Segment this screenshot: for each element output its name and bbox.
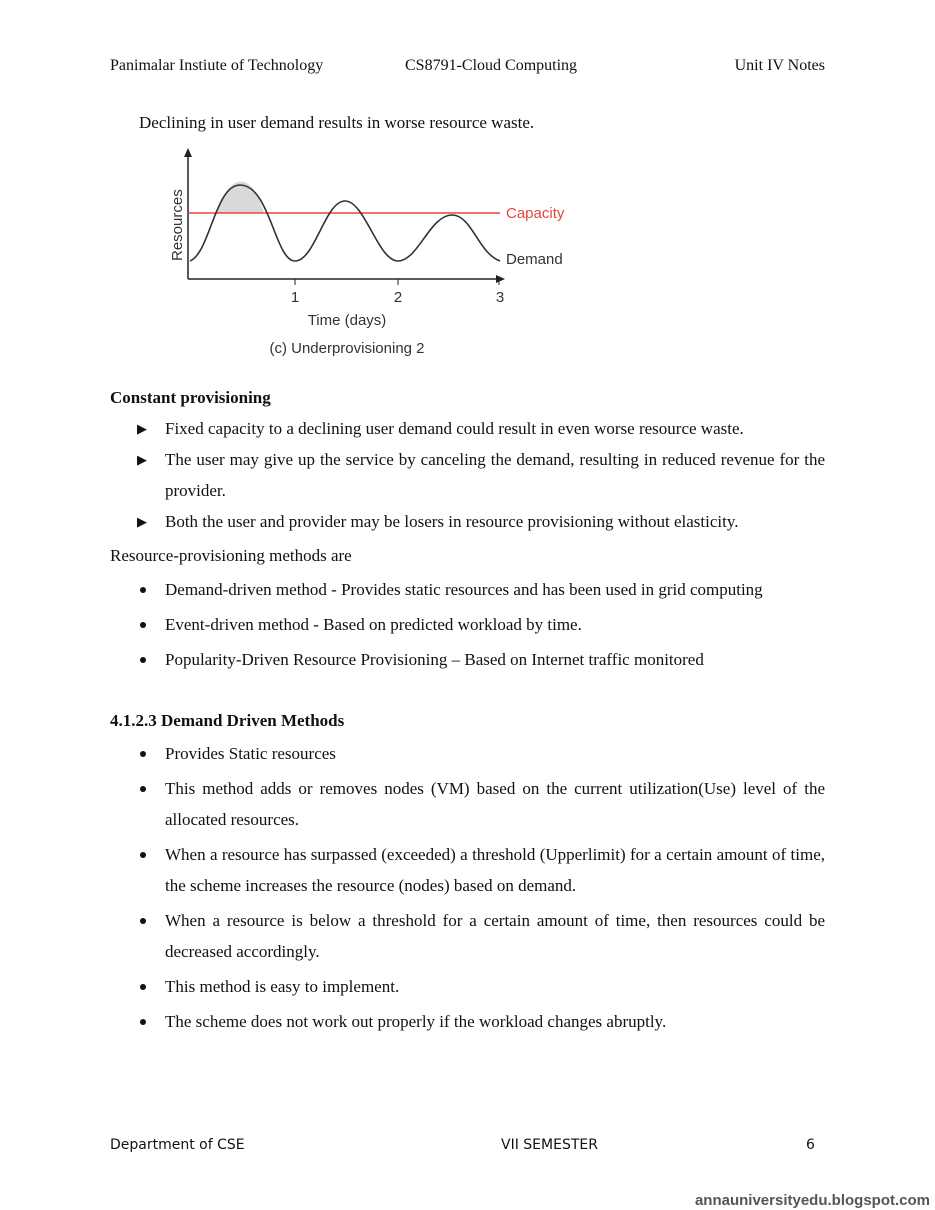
bullet-dot-icon <box>140 918 146 924</box>
list-item-text: This method is easy to implement. <box>165 977 400 996</box>
list-item-text: When a resource has surpassed (exceeded) a threshold (Upperlimit) for a certain amount of time, the scheme increases the resource (nodes) based on demand. <box>165 845 825 895</box>
section1-heading: Constant provisioning <box>110 388 271 407</box>
legend-demand: Demand <box>506 251 563 268</box>
bullet-dot-icon <box>140 984 146 990</box>
bullet-dot-icon <box>140 751 146 757</box>
arrow-bullet-icon: ▶ <box>137 421 147 436</box>
list-item-text: Both the user and provider may be losers in resource provisioning without elasticity. <box>165 512 739 531</box>
list-item-text: The scheme does not work out properly if the workload changes abruptly. <box>165 1012 667 1031</box>
demand-driven-list <box>110 738 825 1037</box>
list-item <box>110 971 825 1002</box>
footer-dept: Department of CSE <box>110 1137 245 1153</box>
y-axis-label: Resources <box>169 189 186 261</box>
list-item <box>110 839 825 901</box>
intro-text: Declining in user demand results in worse resource waste. <box>139 113 535 132</box>
list-item <box>110 444 825 506</box>
list-item-text: When a resource is below a threshold for a certain amount of time, then resources could be decreased accordingly. <box>165 911 825 961</box>
x-tick-label-1: 1 <box>290 289 300 306</box>
bullet-dot-icon <box>140 1019 146 1025</box>
arrow-bullet-icon: ▶ <box>137 452 147 467</box>
y-axis-arrow <box>184 148 192 157</box>
list-item <box>110 413 825 444</box>
list-item <box>110 905 825 967</box>
bullet-dot-icon <box>140 786 146 792</box>
header-unit: Unit IV Notes <box>734 57 825 74</box>
x-tick-label-2: 2 <box>393 289 403 306</box>
list-item <box>110 506 825 537</box>
bullet-dot-icon <box>140 657 146 663</box>
chart-caption: (c) Underprovisioning 2 <box>269 340 425 357</box>
constant-provisioning-list <box>110 413 825 537</box>
list-item <box>110 773 825 835</box>
list-item <box>110 738 825 769</box>
list-item <box>110 607 825 642</box>
list-item-text: This method adds or removes nodes (VM) based on the current utilization(Use) level of the allocated resources. <box>165 779 825 829</box>
list-item <box>110 642 825 677</box>
footer-semester: VII SEMESTER <box>501 1137 598 1153</box>
legend-capacity: Capacity <box>506 205 565 222</box>
methods-intro: Resource-provisioning methods are <box>110 546 352 565</box>
list-item-text: Demand-driven method - Provides static resources and has been used in grid computing <box>165 580 763 599</box>
list-item-text: Fixed capacity to a declining user demand could result in even worse resource waste. <box>165 419 744 438</box>
x-tick-label-3: 3 <box>495 289 505 306</box>
x-axis-label: Time (days) <box>307 312 387 329</box>
list-item-text: Event-driven method - Based on predicted workload by time. <box>165 615 582 634</box>
arrow-bullet-icon: ▶ <box>137 514 147 529</box>
watermark: annauniversityedu.blogspot.com <box>694 1192 930 1209</box>
methods-list <box>110 572 825 677</box>
bullet-dot-icon <box>140 587 146 593</box>
header-course: CS8791-Cloud Computing <box>405 57 578 74</box>
bullet-dot-icon <box>140 852 146 858</box>
list-item-text: Provides Static resources <box>165 744 336 763</box>
header-institute: Panimalar Instiute of Technology <box>110 57 324 74</box>
list-item-text: Popularity-Driven Resource Provisioning – Based on Internet traffic monitored <box>165 650 704 669</box>
section2-heading: 4.1.2.3 Demand Driven Methods <box>110 711 345 730</box>
x-axis-arrow <box>496 275 505 283</box>
list-item-text: The user may give up the service by canceling the demand, resulting in reduced revenue for the provider. <box>165 450 825 500</box>
footer-page-number: 6 <box>806 1137 815 1153</box>
bullet-dot-icon <box>140 622 146 628</box>
list-item <box>110 1006 825 1037</box>
list-item <box>110 572 825 607</box>
underprovisioning-chart <box>160 143 580 363</box>
